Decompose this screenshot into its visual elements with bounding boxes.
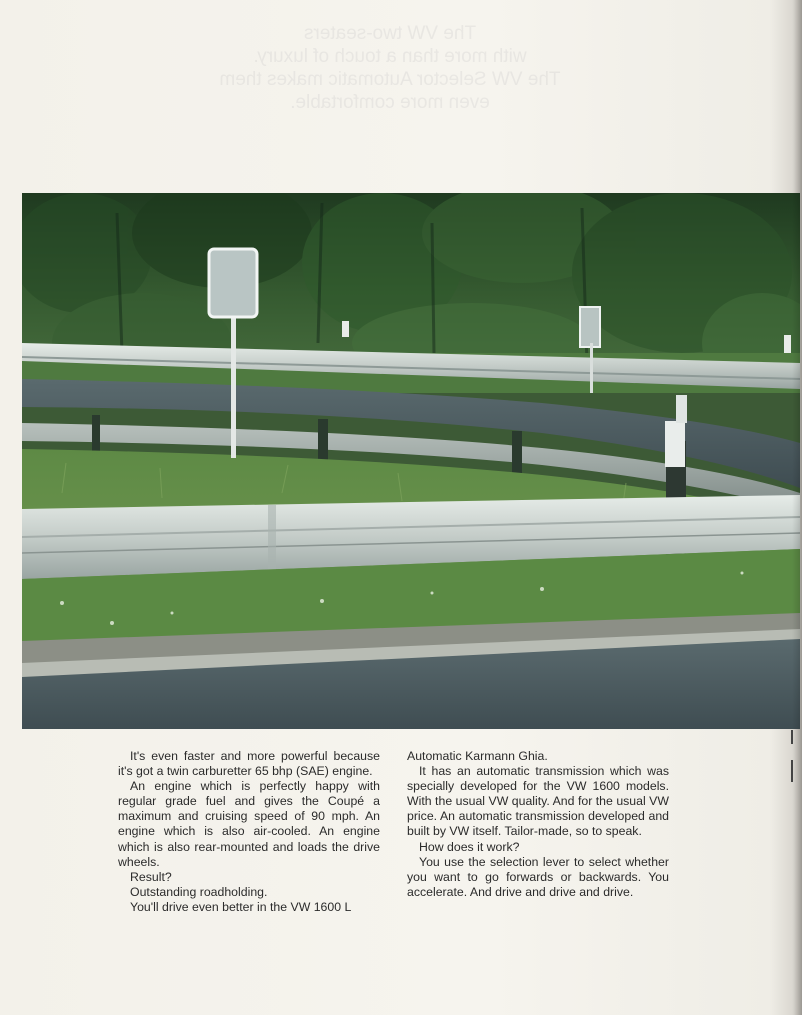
paragraph: You use the selection lever to select whether you want to go forwards or backwards. You accelerate. And drive and drive and drive.: [407, 854, 669, 899]
show-through-heading: [170, 22, 610, 114]
paragraph: It's even faster and more powerful because it's got a twin carburetter 65 bhp (SAE) engine.: [118, 749, 380, 779]
body-text-left-column: [118, 749, 380, 915]
show-through-line: with more than a touch of luxury.: [253, 46, 527, 67]
paragraph: It has an automatic transmission which was specially developed for the VW 1600 models. With the usual VW quality. And for the usual VW price. An automatic transmission developed and built by VW itself. Tailor-made, so to speak.: [407, 764, 669, 839]
paragraph: You'll drive even better in the VW 1600 L: [130, 899, 352, 914]
paragraph: Outstanding roadholding.: [130, 884, 268, 899]
show-through-line: even more comfortable.: [290, 92, 490, 113]
page-edge-shadow: [792, 0, 802, 1015]
body-text-right-column: [407, 749, 669, 900]
paragraph: Result?: [130, 869, 172, 884]
show-through-line: The VW Selector Automatic makes them: [219, 69, 561, 90]
paragraph: An engine which is perfectly happy with regular grade fuel and gives the Coupé a maximum and cruising speed of 90 mph. An engine which is also air-cooled. An engine which is also rear-mounted and loads the drive wheels.: [118, 779, 380, 869]
paragraph: How does it work?: [419, 839, 520, 854]
show-through-line: The VW two-seaters: [303, 23, 477, 44]
guardrail-road-photo: [22, 193, 800, 729]
photo-illustration: [22, 193, 800, 729]
paragraph: Automatic Karmann Ghia.: [407, 749, 548, 763]
